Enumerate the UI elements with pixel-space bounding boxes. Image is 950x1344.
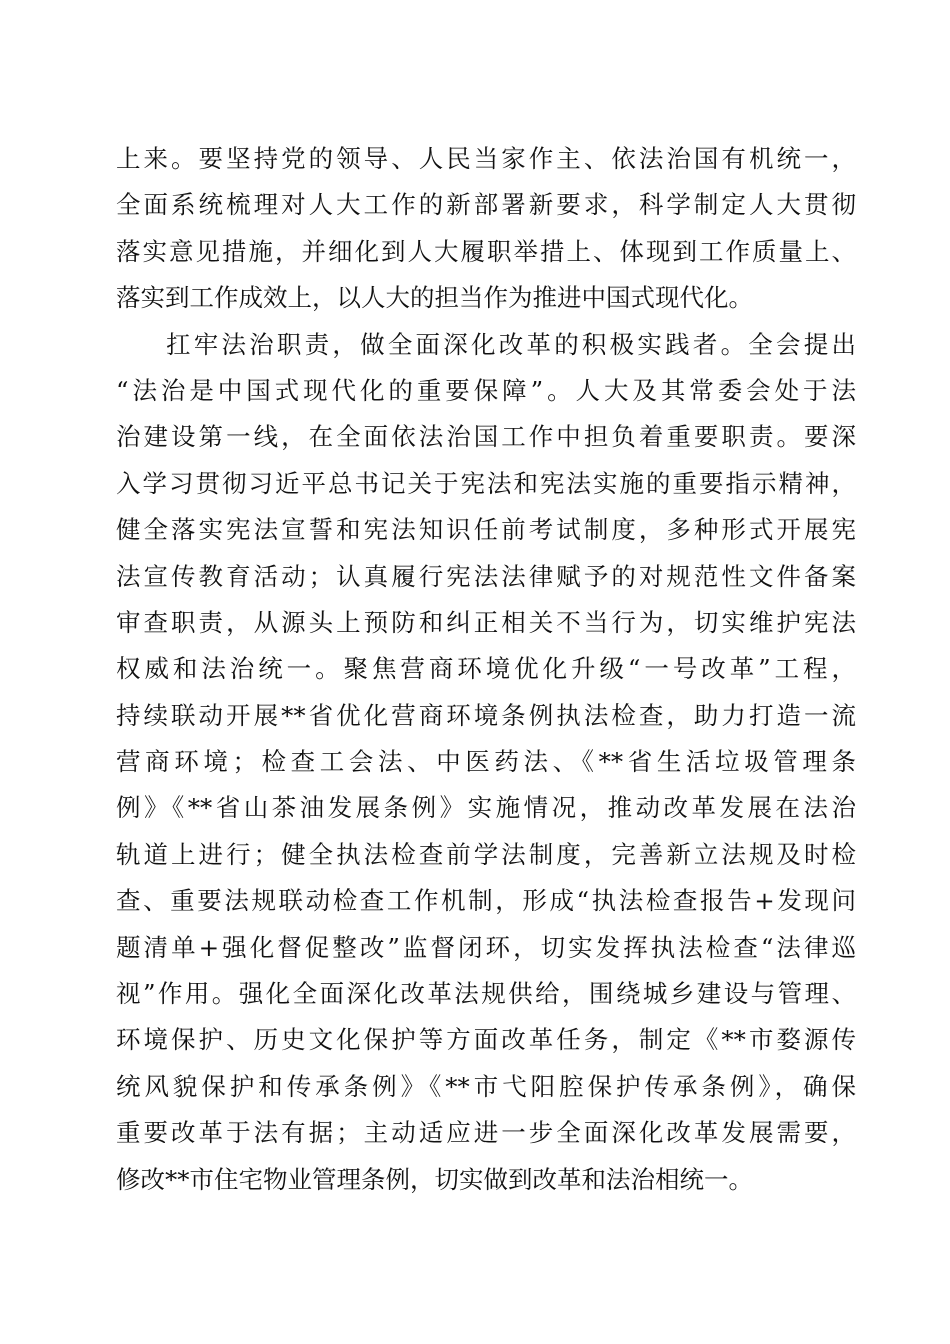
paragraph-1 xyxy=(116,136,856,322)
paragraph-line: 环境保护、历史文化保护等方面改革任务，制定《**市婺源传 xyxy=(116,1025,856,1055)
paragraph-line: 法宣传教育活动；认真履行宪法法律赋予的对规范性文件备案 xyxy=(116,561,856,591)
paragraph-line: 上来。要坚持党的领导、人民当家作主、依法治国有机统一， xyxy=(116,144,856,173)
paragraph-line: 入学习贯彻习近平总书记关于宪法和宪法实施的重要指示精神， xyxy=(116,468,856,498)
paragraph-line: 轨道上进行；健全执法检查前学法制度，完善新立法规及时检 xyxy=(116,839,856,869)
paragraph-line: 审查职责，从源头上预防和纠正相关不当行为，切实维护宪法 xyxy=(116,607,856,637)
paragraph-line: 视”作用。强化全面深化改革法规供给，围绕城乡建设与管理、 xyxy=(116,979,856,1009)
paragraph-line: 健全落实宪法宣誓和宪法知识任前考试制度，多种形式开展宪 xyxy=(116,515,856,545)
document-body xyxy=(116,136,856,1203)
paragraph-line: 全面系统梳理对人大工作的新部署新要求，科学制定人大贯彻 xyxy=(116,190,856,220)
paragraph-line: 查、重要法规联动检查工作机制，形成“执法检查报告+发现问 xyxy=(116,886,856,916)
paragraph-line: 例》《**省山茶油发展条例》实施情况，推动改革发展在法治 xyxy=(116,793,856,823)
paragraph-line: 修改**市住宅物业管理条例，切实做到改革和法治相统一。 xyxy=(116,1164,753,1194)
paragraph-line: “法治是中国式现代化的重要保障”。人大及其常委会处于法 xyxy=(116,375,856,405)
paragraph-line: 权威和法治统一。聚焦营商环境优化升级“一号改革”工程， xyxy=(116,654,856,684)
paragraph-line: 扛牢法治职责，做全面深化改革的积极实践者。全会提出 xyxy=(166,329,856,359)
paragraph-line: 落实到工作成效上，以人大的担当作为推进中国式现代化。 xyxy=(116,283,753,313)
paragraph-line: 营商环境；检查工会法、中医药法、《**省生活垃圾管理条 xyxy=(116,747,856,777)
paragraph-line: 统风貌保护和传承条例》《**市弋阳腔保护传承条例》，确保 xyxy=(116,1071,856,1101)
paragraph-line: 重要改革于法有据；主动适应进一步全面深化改革发展需要， xyxy=(116,1118,856,1148)
paragraph-line: 落实意见措施，并细化到人大履职举措上、体现到工作质量上、 xyxy=(116,236,856,266)
paragraph-line: 治建设第一线，在全面依法治国工作中担负着重要职责。要深 xyxy=(116,422,856,452)
paragraph-2 xyxy=(116,322,856,1203)
paragraph-line: 题清单+强化督促整改”监督闭环，切实发挥执法检查“法律巡 xyxy=(116,932,856,962)
paragraph-line: 持续联动开展**省优化营商环境条例执法检查，助力打造一流 xyxy=(116,700,856,730)
